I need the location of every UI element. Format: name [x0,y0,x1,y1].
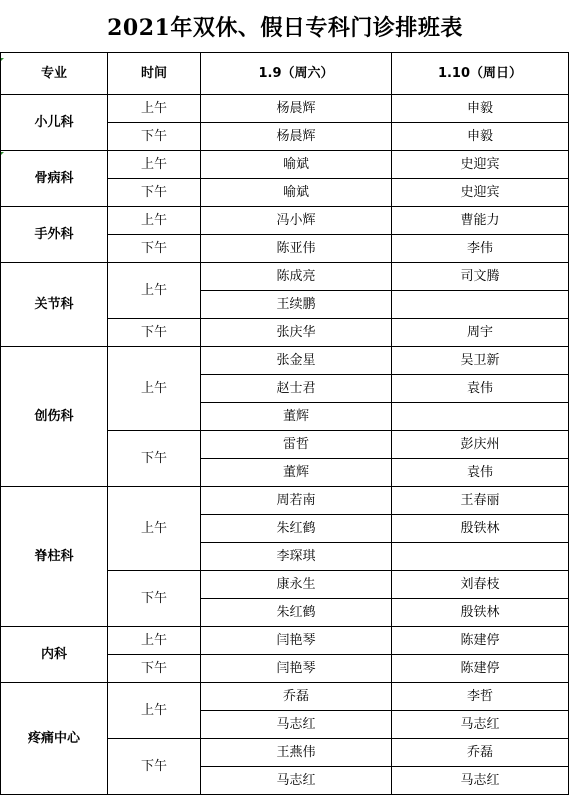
table-row [1,487,569,515]
doctor-cell-day2: 马志红 [392,711,569,739]
doctor-cell-day1: 马志红 [201,767,392,795]
period-cell: 上午 [108,627,201,655]
department-cell: 创伤科 [1,347,108,487]
period-cell: 下午 [108,739,201,795]
page-title: 2021年双休、假日专科门诊排班表 [107,14,463,41]
doctor-cell-day1: 赵士君 [201,375,392,403]
department-cell: 内科 [1,627,108,683]
period-cell: 下午 [108,655,201,683]
doctor-cell-day1: 陈成亮 [201,263,392,291]
table-row [1,263,569,291]
doctor-cell-day2: 乔磊 [392,739,569,767]
department-cell: 手外科 [1,207,108,263]
table-row [1,627,569,655]
doctor-cell-day2: 周宇 [392,319,569,347]
header-row [1,53,569,95]
department-cell: 疼痛中心 [1,683,108,795]
doctor-cell-day1: 张金星 [201,347,392,375]
department-cell: 脊柱科 [1,487,108,627]
doctor-cell-day2: 殷铁林 [392,599,569,627]
doctor-cell-day2: 陈建停 [392,627,569,655]
doctor-cell-day1: 乔磊 [201,683,392,711]
period-cell: 下午 [108,123,201,151]
doctor-cell-day2: 袁伟 [392,375,569,403]
doctor-cell-day1: 董辉 [201,459,392,487]
doctor-cell-day2: 袁伟 [392,459,569,487]
doctor-cell-day1: 王燕伟 [201,739,392,767]
header-day1: 1.9（周六） [201,53,392,95]
doctor-cell-day2 [392,543,569,571]
doctor-cell-day1: 周若南 [201,487,392,515]
doctor-cell-day1: 陈亚伟 [201,235,392,263]
doctor-cell-day2: 李伟 [392,235,569,263]
table-row [1,207,569,235]
period-cell: 上午 [108,263,201,319]
table-row [1,151,569,179]
header-day2: 1.10（周日） [392,53,569,95]
doctor-cell-day1: 朱红鹤 [201,515,392,543]
doctor-cell-day1: 杨晨辉 [201,123,392,151]
doctor-cell-day1: 康永生 [201,571,392,599]
period-cell: 上午 [108,487,201,571]
doctor-cell-day2: 陈建停 [392,655,569,683]
department-cell: 关节科 [1,263,108,347]
header-dept: 专业 [1,53,108,95]
doctor-cell-day2: 李哲 [392,683,569,711]
period-cell: 下午 [108,235,201,263]
doctor-cell-day1: 雷哲 [201,431,392,459]
doctor-cell-day1: 董辉 [201,403,392,431]
header-time: 时间 [108,53,201,95]
doctor-cell-day1: 闫艳琴 [201,627,392,655]
doctor-cell-day1: 王续鹏 [201,291,392,319]
period-cell: 上午 [108,95,201,123]
doctor-cell-day2: 申毅 [392,95,569,123]
doctor-cell-day1: 张庆华 [201,319,392,347]
department-cell: 小儿科 [1,95,108,151]
doctor-cell-day2: 吴卫新 [392,347,569,375]
doctor-cell-day2 [392,403,569,431]
period-cell: 上午 [108,683,201,739]
doctor-cell-day2: 殷铁林 [392,515,569,543]
table-row [1,95,569,123]
period-cell: 下午 [108,431,201,487]
doctor-cell-day2: 王春丽 [392,487,569,515]
doctor-cell-day2: 史迎宾 [392,179,569,207]
doctor-cell-day2: 司文腾 [392,263,569,291]
schedule-table [0,52,569,795]
doctor-cell-day2: 马志红 [392,767,569,795]
doctor-cell-day2: 申毅 [392,123,569,151]
table-row [1,683,569,711]
doctor-cell-day1: 马志红 [201,711,392,739]
doctor-cell-day1: 喻斌 [201,179,392,207]
period-cell: 下午 [108,179,201,207]
doctor-cell-day2: 曹能力 [392,207,569,235]
period-cell: 下午 [108,571,201,627]
doctor-cell-day2: 刘春枝 [392,571,569,599]
doctor-cell-day1: 冯小辉 [201,207,392,235]
table-row [1,347,569,375]
doctor-cell-day2 [392,291,569,319]
department-cell: 骨病科 [1,151,108,207]
doctor-cell-day1: 朱红鹤 [201,599,392,627]
period-cell: 上午 [108,347,201,431]
doctor-cell-day2: 史迎宾 [392,151,569,179]
doctor-cell-day1: 杨晨辉 [201,95,392,123]
period-cell: 上午 [108,151,201,179]
doctor-cell-day1: 喻斌 [201,151,392,179]
doctor-cell-day1: 闫艳琴 [201,655,392,683]
doctor-cell-day1: 李琛琪 [201,543,392,571]
period-cell: 上午 [108,207,201,235]
doctor-cell-day2: 彭庆州 [392,431,569,459]
period-cell: 下午 [108,319,201,347]
